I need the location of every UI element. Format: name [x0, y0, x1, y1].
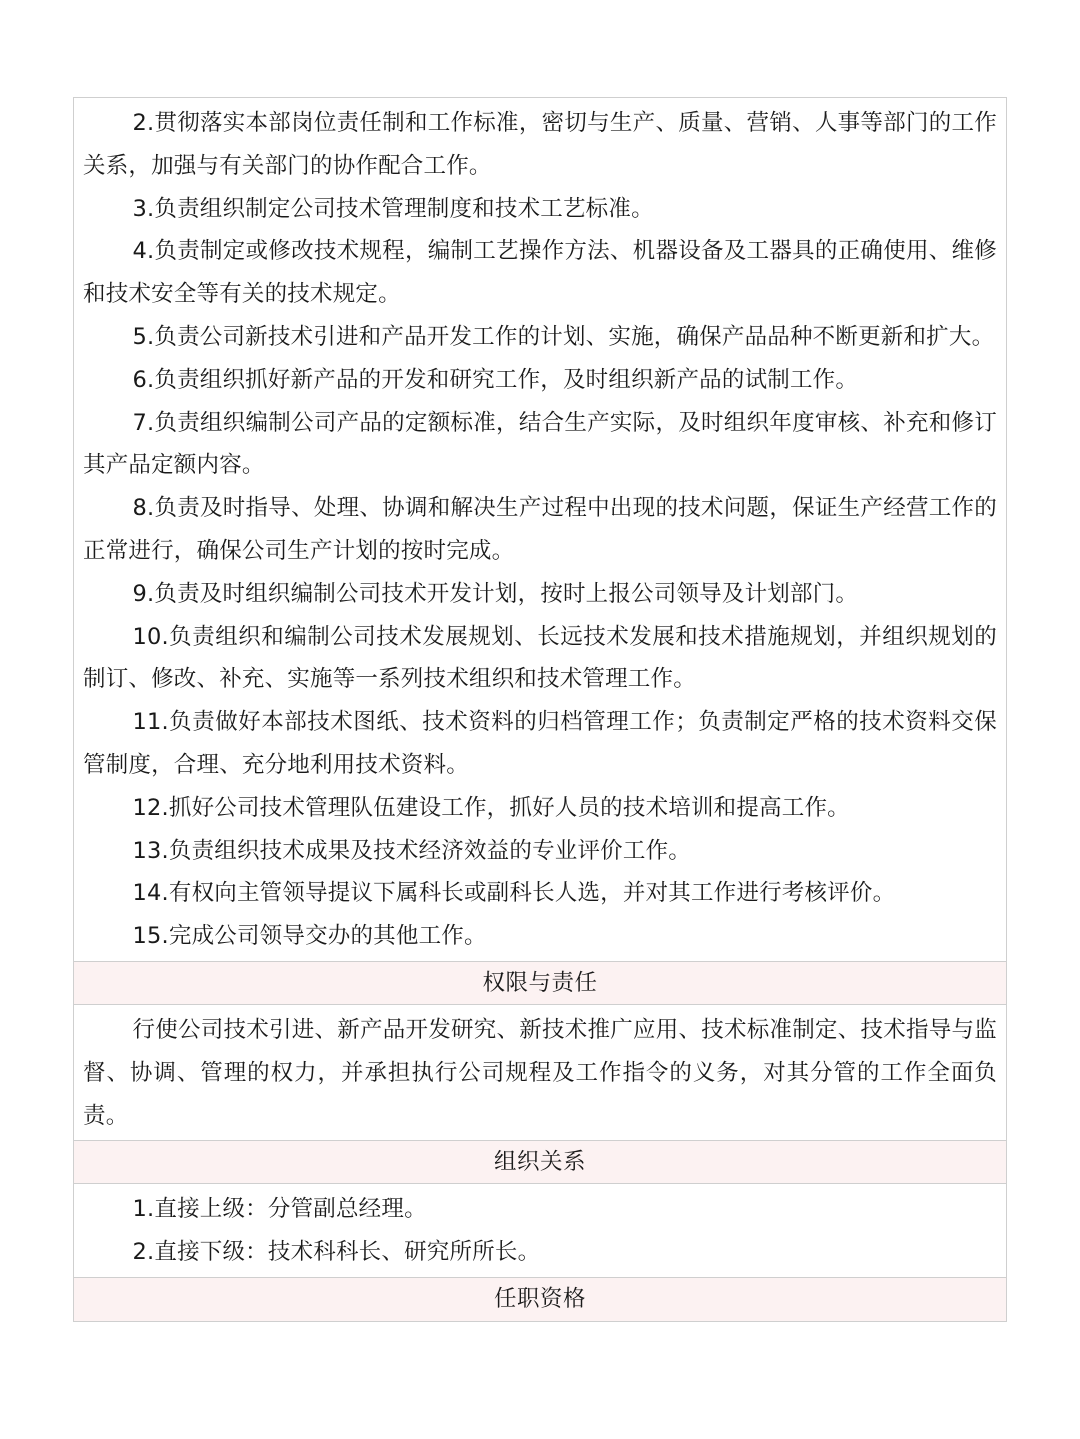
authority-section	[74, 1005, 1006, 1141]
duties-section	[74, 98, 1006, 962]
duty-item: 4.负责制定或修改技术规程，编制工艺操作方法、机器设备及工器具的正确使用、维修和技术安全等有关的技术规定。	[83, 238, 997, 308]
organization-item: 1.直接上级：分管副总经理。	[132, 1196, 427, 1223]
duty-item: 9.负责及时组织编制公司技术开发计划，按时上报公司领导及计划部门。	[132, 580, 859, 607]
duty-item: 5.负责公司新技术引进和产品开发工作的计划、实施，确保产品品种不断更新和扩大。	[132, 323, 995, 350]
duty-item: 14.有权向主管领导提议下属科长或副科长人选，并对其工作进行考核评价。	[132, 880, 896, 907]
duty-item: 12.抓好公司技术管理队伍建设工作，抓好人员的技术培训和提高工作。	[132, 794, 850, 821]
duty-item: 11.负责做好本部技术图纸、技术资料的归档管理工作；负责制定严格的技术资料交保管制度，合理、充分地利用技术资料。	[83, 709, 997, 778]
duty-item: 8.负责及时指导、处理、协调和解决生产过程中出现的技术问题，保证生产经营工作的正常进行，确保公司生产计划的按时完成。	[83, 495, 997, 564]
organization-section	[74, 1184, 1006, 1278]
job-description-table	[73, 97, 1007, 1322]
duty-item: 15.完成公司领导交办的其他工作。	[132, 923, 487, 950]
qualifications-header: 任职资格	[74, 1278, 1006, 1321]
duty-item: 6.负责组织抓好新产品的开发和研究工作，及时组织新产品的试制工作。	[132, 366, 859, 393]
authority-text: 行使公司技术引进、新产品开发研究、新技术推广应用、技术标准制定、技术指导与监督、协调、管理的权力，并承担执行公司规程及工作指令的义务，对其分管的工作全面负责。	[83, 1016, 997, 1129]
organization-item: 2.直接下级：技术科科长、研究所所长。	[132, 1239, 541, 1266]
authority-header: 权限与责任	[74, 962, 1006, 1005]
duty-item: 7.负责组织编制公司产品的定额标准，结合生产实际，及时组织年度审核、补充和修订其产品定额内容。	[83, 409, 997, 479]
duty-item: 2.贯彻落实本部岗位责任制和工作标准，密切与生产、质量、营销、人事等部门的工作关系，加强与有关部门的协作配合工作。	[83, 110, 997, 179]
duty-item: 10.负责组织和编制公司技术发展规划、长远技术发展和技术措施规划，并组织规划的制订、修改、补充、实施等一系列技术组织和技术管理工作。	[83, 623, 997, 693]
duty-item: 3.负责组织制定公司技术管理制度和技术工艺标准。	[132, 195, 654, 222]
organization-header: 组织关系	[74, 1141, 1006, 1184]
duty-item: 13.负责组织技术成果及技术经济效益的专业评价工作。	[132, 837, 691, 864]
